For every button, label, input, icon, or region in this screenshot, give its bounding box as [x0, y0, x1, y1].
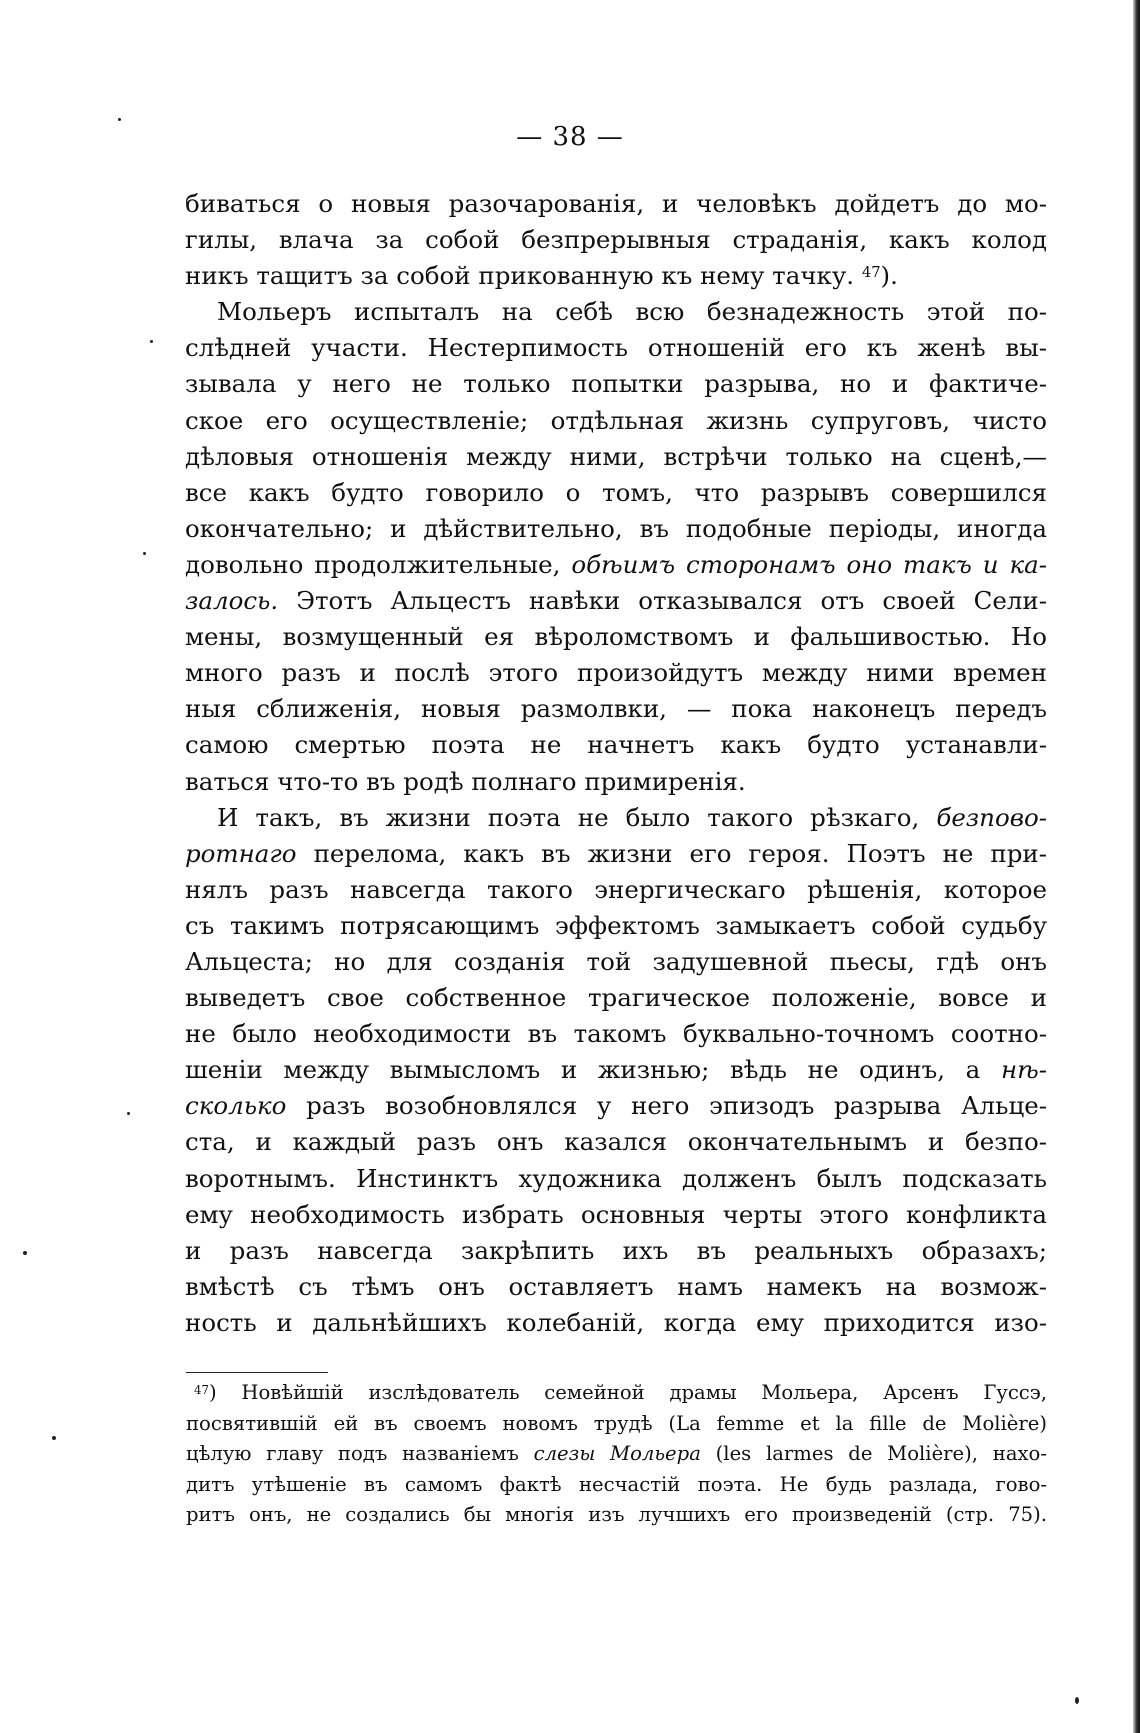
text-line: гилы, влача за собой безпрерывныя страданія, какъ колод	[185, 225, 1047, 255]
text-line	[185, 1052, 1047, 1088]
print-speck	[52, 1436, 56, 1440]
text-line: ему необходимость избрать основныя черты этого конфликта	[185, 1199, 1047, 1229]
text-line: Альцеста; но для созданія той задушевной пьесы, гдѣ онъ	[185, 946, 1047, 976]
print-speck	[1075, 1697, 1079, 1704]
italic-emphasis: безпово-	[936, 802, 1047, 832]
text-line	[185, 547, 1047, 583]
text-line: ское его осуществленіе; отдѣльная жизнь супруговъ, чисто	[185, 405, 1047, 435]
print-speck	[150, 340, 153, 343]
print-speck	[143, 552, 146, 555]
italic-emphasis: ротнаго	[185, 838, 297, 868]
text-line	[185, 800, 1047, 836]
text-line: ность и дальнѣйшихъ колебаній, когда ему приходится изо-	[185, 1307, 1047, 1337]
text-fragment: Этотъ Альцестъ навѣки отказывался отъ своей Сели-	[296, 586, 1047, 616]
footnote-line: дитъ утѣшеніе въ самомъ фактѣ несчастій поэта. Не будь разлада, гово-	[186, 1472, 1047, 1496]
text-line: самою смертью поэта не начнетъ какъ будто устанавли-	[185, 730, 1047, 760]
text-line: ныя сближенія, новыя размолвки, — пока наконецъ передъ	[185, 694, 1047, 724]
text-line: много разъ и послѣ этого произойдутъ между ними времен	[185, 658, 1047, 688]
footnote-line	[186, 1378, 1047, 1409]
italic-emphasis: залось.	[185, 586, 279, 616]
text-line: воротнымъ. Инстинктъ художника долженъ былъ подсказать	[185, 1163, 1047, 1193]
text-line: слѣдней участи. Нестерпимость отношеній его къ женѣ вы-	[185, 333, 1047, 363]
italic-emphasis: слезы Мольера	[533, 1442, 701, 1466]
text-line: выведетъ свое собственное трагическое положеніе, вовсе и	[185, 983, 1047, 1013]
italic-emphasis: обѣимъ сторонамъ оно такъ и ка-	[571, 549, 1048, 579]
text-line	[185, 836, 1047, 872]
footnote-line: ритъ онъ, не создались бы многія изъ лучшихъ его произведеній (стр. 75).	[186, 1503, 1047, 1527]
text-fragment: ) Новѣйшій изслѣдователь семейной драмы Мольера, Арсенъ Гуссэ,	[208, 1381, 1047, 1404]
body-text	[185, 186, 1047, 1341]
print-speck	[118, 118, 121, 121]
text-line: все какъ будто говорило о томъ, что разрывъ совершился	[185, 477, 1047, 507]
print-speck	[127, 1112, 130, 1115]
text-fragment: перелома, какъ въ жизни его героя. Поэтъ не при-	[313, 838, 1047, 868]
text-line	[185, 1088, 1047, 1124]
page-number: — 38 —	[516, 122, 624, 152]
text-line: вмѣстѣ съ тѣмъ онъ оставляетъ намъ намекъ на возмож-	[185, 1271, 1047, 1301]
text-fragment: никъ тащитъ за собой прикованную къ нему тачку.	[185, 261, 855, 291]
footnote-line	[186, 1439, 1047, 1470]
footnote-marker: 47	[194, 1383, 209, 1397]
text-line: нялъ разъ навсегда такого энергическаго рѣшенія, которое	[185, 874, 1047, 904]
text-line: Мольеръ испыталъ на себѣ всю безнадежность этой по-	[217, 297, 1047, 327]
text-fragment: шеніи между вымысломъ и жизнью; вѣдь не одинъ, а	[185, 1055, 981, 1085]
text-line: мены, возмущенный ея вѣроломствомъ и фальшивостью. Но	[185, 622, 1047, 652]
text-fragment: ).	[880, 261, 898, 291]
text-line	[185, 258, 1047, 294]
text-line: зывала у него не только попытки разрыва, но и фактиче-	[185, 369, 1047, 399]
footnote-divider	[186, 1372, 328, 1373]
text-line: ваться что-то въ родѣ полнаго примиренія.	[185, 766, 746, 796]
text-line: окончательно; и дѣйствительно, въ подобные періоды, иногда	[185, 513, 1047, 543]
text-line: дѣловыя отношенія между ними, встрѣчи только на сценѣ,—	[185, 441, 1047, 471]
text-line: биваться о новыя разочарованія, и человѣкъ дойдетъ до мо-	[185, 189, 1047, 218]
text-line: не было необходимости въ такомъ буквально-точномъ соотно-	[185, 1019, 1047, 1049]
footnote	[186, 1378, 1047, 1531]
italic-emphasis: нѣ-	[1000, 1055, 1047, 1085]
page-edge-shadow	[1133, 0, 1140, 1733]
text-line: и разъ навсегда закрѣпить ихъ въ реальныхъ образахъ;	[185, 1235, 1047, 1265]
text-line: ста, и каждый разъ онъ казался окончательнымъ и безпо-	[185, 1127, 1047, 1157]
text-fragment: довольно продолжительные,	[185, 549, 561, 579]
text-fragment: цѣлую главу подъ названіемъ	[186, 1442, 519, 1466]
footnote-reference: 47	[861, 264, 881, 282]
text-fragment: (les larmes de Molière), нахо-	[715, 1442, 1047, 1466]
print-speck	[23, 1251, 27, 1255]
italic-emphasis: сколько	[185, 1091, 287, 1121]
text-line	[185, 583, 1047, 619]
text-line: съ такимъ потрясающимъ эффектомъ замыкаетъ собой судьбу	[185, 910, 1047, 940]
text-fragment: И такъ, въ жизни поэта не было такого рѣзкаго,	[217, 802, 920, 832]
footnote-line: посвятившій ей въ своемъ новомъ трудѣ (La femme et la fille de Molière)	[186, 1411, 1047, 1435]
text-fragment: разъ возобновлялся у него эпизодъ разрыва Альце-	[306, 1091, 1047, 1121]
